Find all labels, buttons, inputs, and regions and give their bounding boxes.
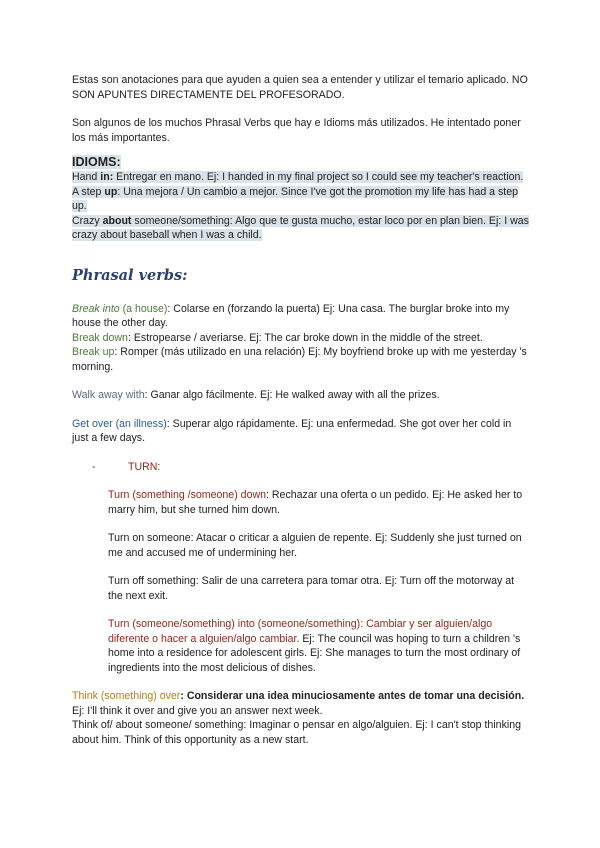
intro-paragraph-2: Son algunos de los muchos Phrasal Verbs que hay e Idioms más utilizados. He intentado poner los más importantes. — [72, 117, 521, 144]
turn-label: TURN: — [128, 460, 161, 473]
idiom-crazy-about-rest: someone/something: Algo que te gusta mucho, estar loco por en plan bien. Ej: I was crazy about baseball when I was a child. — [72, 214, 529, 241]
break-down-term: Break down — [72, 331, 128, 344]
entry-think-over — [72, 689, 530, 718]
idiom-hand-in — [72, 170, 530, 185]
turn-down-term: Turn (something /someone) down — [108, 489, 267, 501]
entry-turn-off: Turn off something: Salir de una carretera para tomar otra. Ej: Turn off the motorway at the next exit. — [108, 575, 515, 602]
turn-sublist — [108, 488, 530, 675]
think-over-def-bold: : Considerar una idea minuciosamente antes de tomar una decisión. — [180, 690, 525, 702]
break-into-term: Break into — [72, 302, 120, 315]
spacer — [72, 374, 530, 388]
walk-away-term: Walk away with — [72, 389, 145, 401]
idiom-step-up-pre: A step — [72, 185, 105, 198]
intro-paragraph-1: Estas son anotaciones para que ayuden a quien sea a entender y utilizar el temario aplicado. NO SON APUNTES DIRECTAMENTE DEL PROFESORADO. — [72, 74, 528, 101]
think-over-def: Ej: I'll think it over and give you an answer next week. — [72, 704, 323, 717]
spacer — [72, 474, 530, 488]
idiom-hand-in-bold: in: — [100, 171, 114, 183]
entry-turn-on: Turn on someone: Atacar o criticar a alguien de repente. Ej: Suddenly she just turned on me and accused me of undermining her. — [108, 532, 522, 559]
get-over-term: Get over (an illness) — [72, 417, 167, 430]
turn-section — [72, 460, 530, 676]
idiom-hand-in-rest: Entregar en mano. Ej: I handed in my final project so I could see my teacher's reaction. — [113, 171, 524, 183]
entry-get-over — [72, 417, 530, 446]
idioms-heading — [72, 155, 530, 170]
idiom-step-up — [72, 185, 530, 214]
entry-break-into — [72, 302, 530, 331]
break-into-def: : Colarse en (forzando la puerta) Ej: Una casa. The burglar broke into my house the other day. — [72, 302, 510, 329]
entry-break-down — [72, 331, 530, 346]
idiom-step-up-bold: up — [104, 185, 118, 198]
walk-away-def: : Ganar algo fácilmente. Ej: He walked away with all the prizes. — [144, 389, 440, 401]
turn-into-term: Turn (someone/something) into (someone/something): Cambiar y ser alguien/algo diferente o hacer a alguien/algo cambiar — [108, 618, 493, 645]
break-up-def: : Romper (más utilizado en una relación) Ej: My boyfriend broke up with me yesterday 's morning. — [72, 346, 527, 373]
idiom-crazy-about-pre: Crazy — [72, 214, 103, 227]
break-into-term-rest: (a house) — [119, 302, 168, 315]
think-over-term: Think (something) over — [72, 690, 181, 702]
spacer — [72, 446, 530, 460]
idioms-list — [72, 170, 530, 243]
entry-break-up — [72, 345, 530, 374]
idiom-step-up-rest: : Una mejora / Un cambio a mejor. Since I've got the promotion my life has had a step up. — [72, 185, 519, 212]
idiom-crazy-about-bold: about — [102, 214, 132, 227]
entry-walk-away-with — [72, 388, 530, 403]
idioms-heading-text: IDIOMS: — [72, 155, 121, 169]
phrasal-verbs-heading: Phrasal verbs: — [72, 266, 188, 284]
entry-think-of: Think of/ about someone/ something: Imaginar o pensar en algo/alguien. Ej: I can't stop thinking about him. Think of this opportunity as a new start. — [72, 719, 521, 746]
get-over-def: : Superar algo rápidamente. Ej: una enfermedad. She got over her cold in just a few days. — [72, 417, 512, 444]
bullet-dash: - — [92, 460, 96, 473]
idiom-hand-in-pre: Hand — [72, 171, 101, 183]
idiom-crazy-about — [72, 214, 530, 243]
break-down-def: : Estropearse / averiarse. Ej: The car broke down in the middle of the street. — [127, 331, 483, 344]
entry-turn-into — [108, 617, 530, 675]
document-content — [72, 73, 530, 747]
entry-turn-down — [108, 488, 530, 517]
spacer — [72, 403, 530, 417]
break-up-term: Break up — [72, 346, 115, 358]
turn-down-def: : Rechazar una oferta o un pedido. Ej: He asked her to marry him, but she turned him down. — [108, 489, 523, 516]
turn-bullet — [92, 460, 530, 475]
turn-into-def: . Ej: The council was hoping to turn a children 's home into a residence for adolescent girls. Ej: She manages to turn the most ordinary of ingredients into the most delicious of dishes. — [108, 632, 521, 674]
